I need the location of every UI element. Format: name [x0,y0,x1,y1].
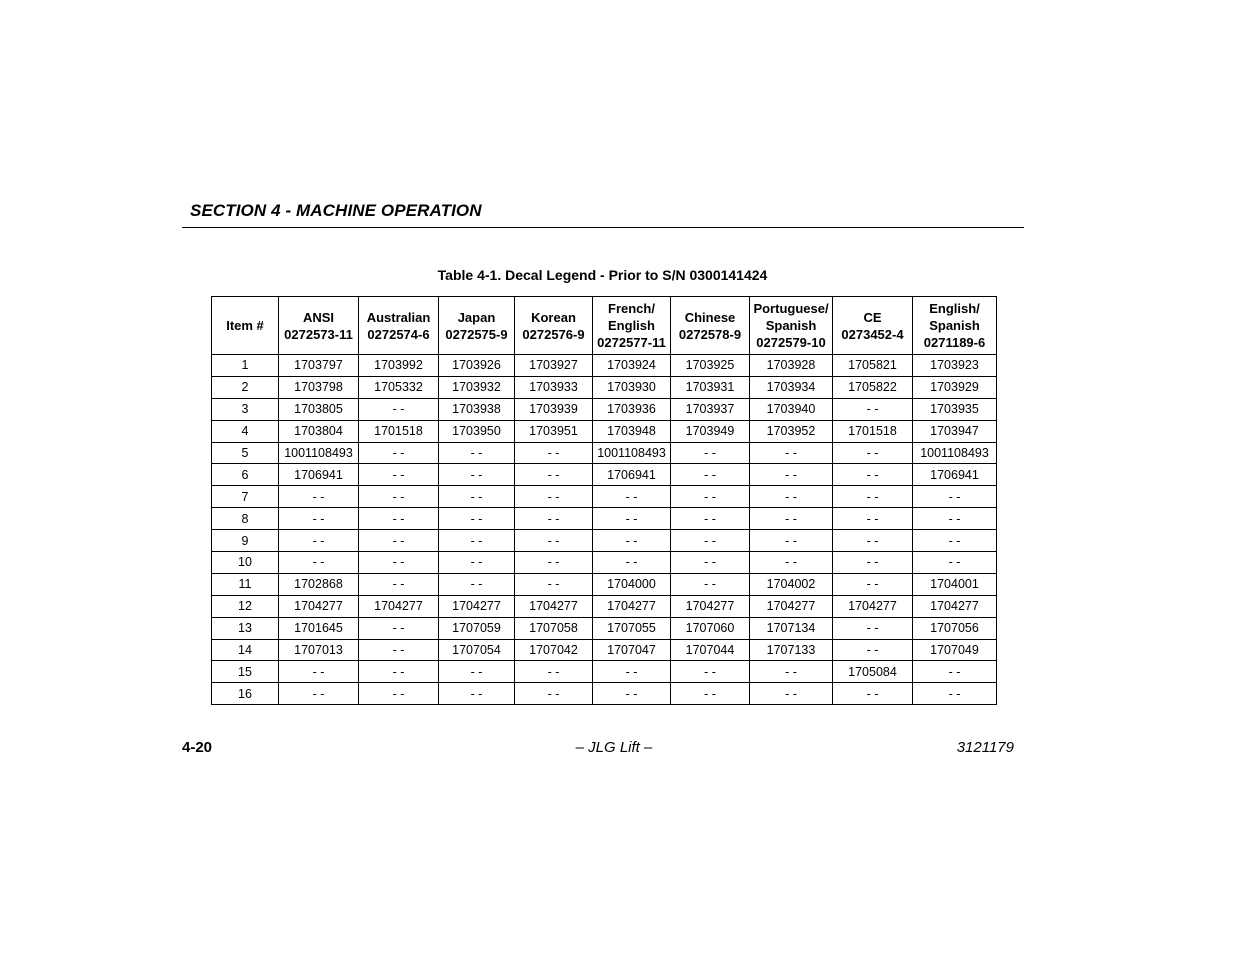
item-number-cell: 13 [212,617,279,639]
item-number-cell: 6 [212,464,279,486]
item-number-cell: 11 [212,573,279,595]
table-row [212,508,997,530]
decal-part-cell: - - [671,573,750,595]
decal-part-cell: - - [671,464,750,486]
decal-part-cell: - - [671,661,750,683]
column-header-line: 0272577-11 [597,335,666,350]
decal-part-cell: - - [439,683,515,705]
decal-part-cell: 1704277 [593,595,671,617]
decal-part-cell: - - [279,530,359,552]
decal-part-cell: - - [279,508,359,530]
decal-part-cell: 1701645 [279,617,359,639]
header-rule [182,227,1024,228]
column-header-line: English [608,318,655,333]
decal-part-cell: - - [359,398,439,420]
decal-part-cell: - - [833,552,913,574]
item-number-cell: 14 [212,639,279,661]
decal-part-cell: - - [833,442,913,464]
table-body [212,355,997,705]
column-header [593,297,671,355]
decal-part-cell: - - [913,683,997,705]
column-header-line: English/ [929,301,980,316]
decal-part-cell: - - [671,442,750,464]
decal-part-cell: 1707058 [515,617,593,639]
decal-part-cell: 1705821 [833,355,913,377]
column-header [212,297,279,355]
column-header [913,297,997,355]
table-row [212,420,997,442]
decal-part-cell: - - [593,661,671,683]
decal-part-cell: - - [515,530,593,552]
column-header-line: Item # [226,318,264,333]
decal-part-cell: - - [593,530,671,552]
decal-part-cell: 1706941 [593,464,671,486]
decal-part-cell: - - [439,573,515,595]
decal-part-cell: 1707042 [515,639,593,661]
decal-part-cell: 1704277 [750,595,833,617]
column-header [671,297,750,355]
decal-part-cell: - - [515,661,593,683]
decal-part-cell: 1703925 [671,355,750,377]
decal-part-cell: 1703805 [279,398,359,420]
decal-part-cell: - - [439,442,515,464]
decal-part-cell: - - [515,573,593,595]
decal-part-cell: 1703928 [750,355,833,377]
decal-part-cell: 1701518 [359,420,439,442]
decal-part-cell: - - [439,508,515,530]
decal-part-cell: 1707059 [439,617,515,639]
decal-part-cell: 1703923 [913,355,997,377]
column-header-line: 0272574-6 [367,326,430,342]
item-number-cell: 12 [212,595,279,617]
decal-part-cell: - - [833,398,913,420]
table-caption: Table 4-1. Decal Legend - Prior to S/N 0300141424 [437,267,768,283]
table-header-row [212,297,997,355]
decal-part-cell: 1707055 [593,617,671,639]
decal-part-cell: - - [359,661,439,683]
decal-part-cell: - - [833,683,913,705]
column-header-line: 0271189-6 [923,335,986,350]
item-number-cell: 4 [212,420,279,442]
decal-part-cell: - - [439,464,515,486]
decal-part-cell: 1704277 [515,595,593,617]
column-header [439,297,515,355]
item-number-cell: 9 [212,530,279,552]
decal-part-cell: - - [750,442,833,464]
decal-part-cell: 1704277 [671,595,750,617]
decal-part-cell: - - [515,552,593,574]
item-number-cell: 1 [212,355,279,377]
decal-part-cell: 1704277 [913,595,997,617]
decal-part-cell: - - [359,508,439,530]
column-header-line: Portuguese/ [753,301,829,316]
decal-part-cell: 1703938 [439,398,515,420]
decal-part-cell: - - [439,552,515,574]
column-header [359,297,439,355]
table-row [212,661,997,683]
decal-part-cell: - - [359,442,439,464]
decal-part-cell: - - [279,683,359,705]
decal-part-cell: 1704277 [439,595,515,617]
decal-part-cell: 1707047 [593,639,671,661]
item-number-cell: 2 [212,376,279,398]
decal-part-cell: - - [515,683,593,705]
decal-part-cell: - - [359,617,439,639]
decal-part-cell: 1703947 [913,420,997,442]
decal-part-cell: 1703952 [750,420,833,442]
decal-part-cell: 1703934 [750,376,833,398]
document-number: 3121179 [956,739,1014,756]
decal-part-cell: 1707013 [279,639,359,661]
decal-part-cell: - - [671,530,750,552]
decal-part-cell: 1001108493 [279,442,359,464]
decal-part-cell: - - [750,552,833,574]
decal-part-cell: 1704277 [359,595,439,617]
decal-part-cell: 1704277 [279,595,359,617]
decal-part-cell: - - [833,639,913,661]
decal-part-cell: 1703992 [359,355,439,377]
decal-part-cell: - - [833,530,913,552]
decal-part-cell: - - [671,552,750,574]
decal-part-cell: - - [359,530,439,552]
table-row [212,617,997,639]
table-row [212,442,997,464]
decal-part-cell: 1707134 [750,617,833,639]
decal-part-cell: - - [750,683,833,705]
decal-part-cell: 1703798 [279,376,359,398]
decal-part-cell: - - [359,683,439,705]
item-number-cell: 5 [212,442,279,464]
decal-part-cell: - - [833,508,913,530]
decal-part-cell: 1703939 [515,398,593,420]
decal-part-cell: 1703932 [439,376,515,398]
decal-part-cell: - - [593,486,671,508]
decal-part-cell: - - [279,661,359,683]
column-header [833,297,913,355]
footer-brand: – JLG Lift – [575,739,653,756]
column-header-line: ANSI [302,309,335,325]
decal-part-cell: 1704277 [833,595,913,617]
table-row [212,683,997,705]
decal-part-cell: 1707056 [913,617,997,639]
table-row [212,398,997,420]
column-header-line: 0272575-9 [445,326,508,342]
decal-part-cell: - - [913,661,997,683]
decal-part-cell: 1703951 [515,420,593,442]
decal-part-cell: 1703927 [515,355,593,377]
decal-part-cell: 1706941 [913,464,997,486]
decal-part-cell: 1701518 [833,420,913,442]
decal-part-cell: 1707060 [671,617,750,639]
decal-part-cell: 1703931 [671,376,750,398]
decal-part-cell: 1703797 [279,355,359,377]
decal-part-cell: 1703924 [593,355,671,377]
decal-part-cell: - - [750,508,833,530]
page-number: 4-20 [182,739,213,756]
table-row [212,552,997,574]
column-header-line: 0272579-10 [756,335,826,350]
decal-part-cell: 1703929 [913,376,997,398]
decal-part-cell: - - [671,486,750,508]
item-number-cell: 10 [212,552,279,574]
decal-part-cell: - - [515,464,593,486]
column-header-line: Spanish [929,318,980,333]
decal-part-cell: - - [750,464,833,486]
decal-part-cell: 1705822 [833,376,913,398]
decal-part-cell: - - [359,464,439,486]
decal-part-cell: - - [593,508,671,530]
decal-part-cell: 1704000 [593,573,671,595]
column-header [279,297,359,355]
decal-part-cell: 1707133 [750,639,833,661]
decal-part-cell: 1703935 [913,398,997,420]
decal-part-cell: - - [913,486,997,508]
item-number-cell: 7 [212,486,279,508]
decal-part-cell: - - [359,486,439,508]
decal-part-cell: - - [593,683,671,705]
decal-part-cell: - - [671,508,750,530]
item-number-cell: 8 [212,508,279,530]
decal-part-cell: - - [279,552,359,574]
column-header-line: Spanish [765,318,817,333]
decal-part-cell: 1705084 [833,661,913,683]
decal-part-cell: - - [913,508,997,530]
column-header-line: 0272578-9 [678,326,742,342]
decal-part-cell: - - [515,486,593,508]
decal-part-cell: 1703933 [515,376,593,398]
column-header-line: Japan [457,309,496,325]
table-row [212,530,997,552]
table-row [212,595,997,617]
decal-part-cell: 1703949 [671,420,750,442]
decal-part-cell: - - [913,552,997,574]
decal-part-cell: - - [750,661,833,683]
decal-part-cell: - - [833,464,913,486]
decal-part-cell: 1703804 [279,420,359,442]
column-header-line: French/ [608,301,655,316]
decal-part-cell: 1707049 [913,639,997,661]
decal-part-cell: - - [439,486,515,508]
decal-part-cell: - - [515,508,593,530]
item-number-cell: 16 [212,683,279,705]
decal-part-cell: - - [833,486,913,508]
decal-part-cell: - - [359,573,439,595]
decal-part-cell: 1707044 [671,639,750,661]
decal-part-cell: 1707054 [439,639,515,661]
decal-part-cell: - - [439,661,515,683]
column-header [515,297,593,355]
decal-part-cell: - - [279,486,359,508]
decal-part-cell: - - [671,683,750,705]
decal-part-cell: - - [359,639,439,661]
decal-part-cell: 1001108493 [593,442,671,464]
decal-part-cell: 1702868 [279,573,359,595]
column-header [750,297,833,355]
decal-part-cell: 1001108493 [913,442,997,464]
decal-part-cell: 1704001 [913,573,997,595]
table-row [212,355,997,377]
item-number-cell: 15 [212,661,279,683]
decal-part-cell: 1703950 [439,420,515,442]
decal-part-cell: 1703936 [593,398,671,420]
decal-part-cell: 1703937 [671,398,750,420]
table-row [212,376,997,398]
decal-part-cell: 1703940 [750,398,833,420]
table-row [212,486,997,508]
column-header-line: 0272573-11 [284,326,353,342]
column-header-line: Chinese [684,309,736,325]
decal-part-cell: - - [750,530,833,552]
column-header-line: 0272576-9 [522,326,585,342]
decal-part-cell: - - [439,530,515,552]
decal-part-cell: - - [750,486,833,508]
decal-part-cell: 1706941 [279,464,359,486]
item-number-cell: 3 [212,398,279,420]
decal-legend-table [211,296,997,705]
table-row [212,639,997,661]
table-row [212,573,997,595]
decal-part-cell: - - [833,573,913,595]
decal-part-cell: 1705332 [359,376,439,398]
decal-part-cell: - - [593,552,671,574]
column-header-line: Korean [531,309,576,325]
section-title: SECTION 4 - MACHINE OPERATION [190,201,482,220]
column-header-line: Australian [366,309,431,325]
decal-part-cell: 1703930 [593,376,671,398]
decal-part-cell: 1703926 [439,355,515,377]
decal-part-cell: 1704002 [750,573,833,595]
decal-part-cell: - - [913,530,997,552]
column-header-line: CE [863,309,882,325]
decal-part-cell: 1703948 [593,420,671,442]
column-header-line: 0273452-4 [841,326,904,342]
decal-part-cell: - - [833,617,913,639]
table-row [212,464,997,486]
decal-part-cell: - - [359,552,439,574]
decal-part-cell: - - [515,442,593,464]
